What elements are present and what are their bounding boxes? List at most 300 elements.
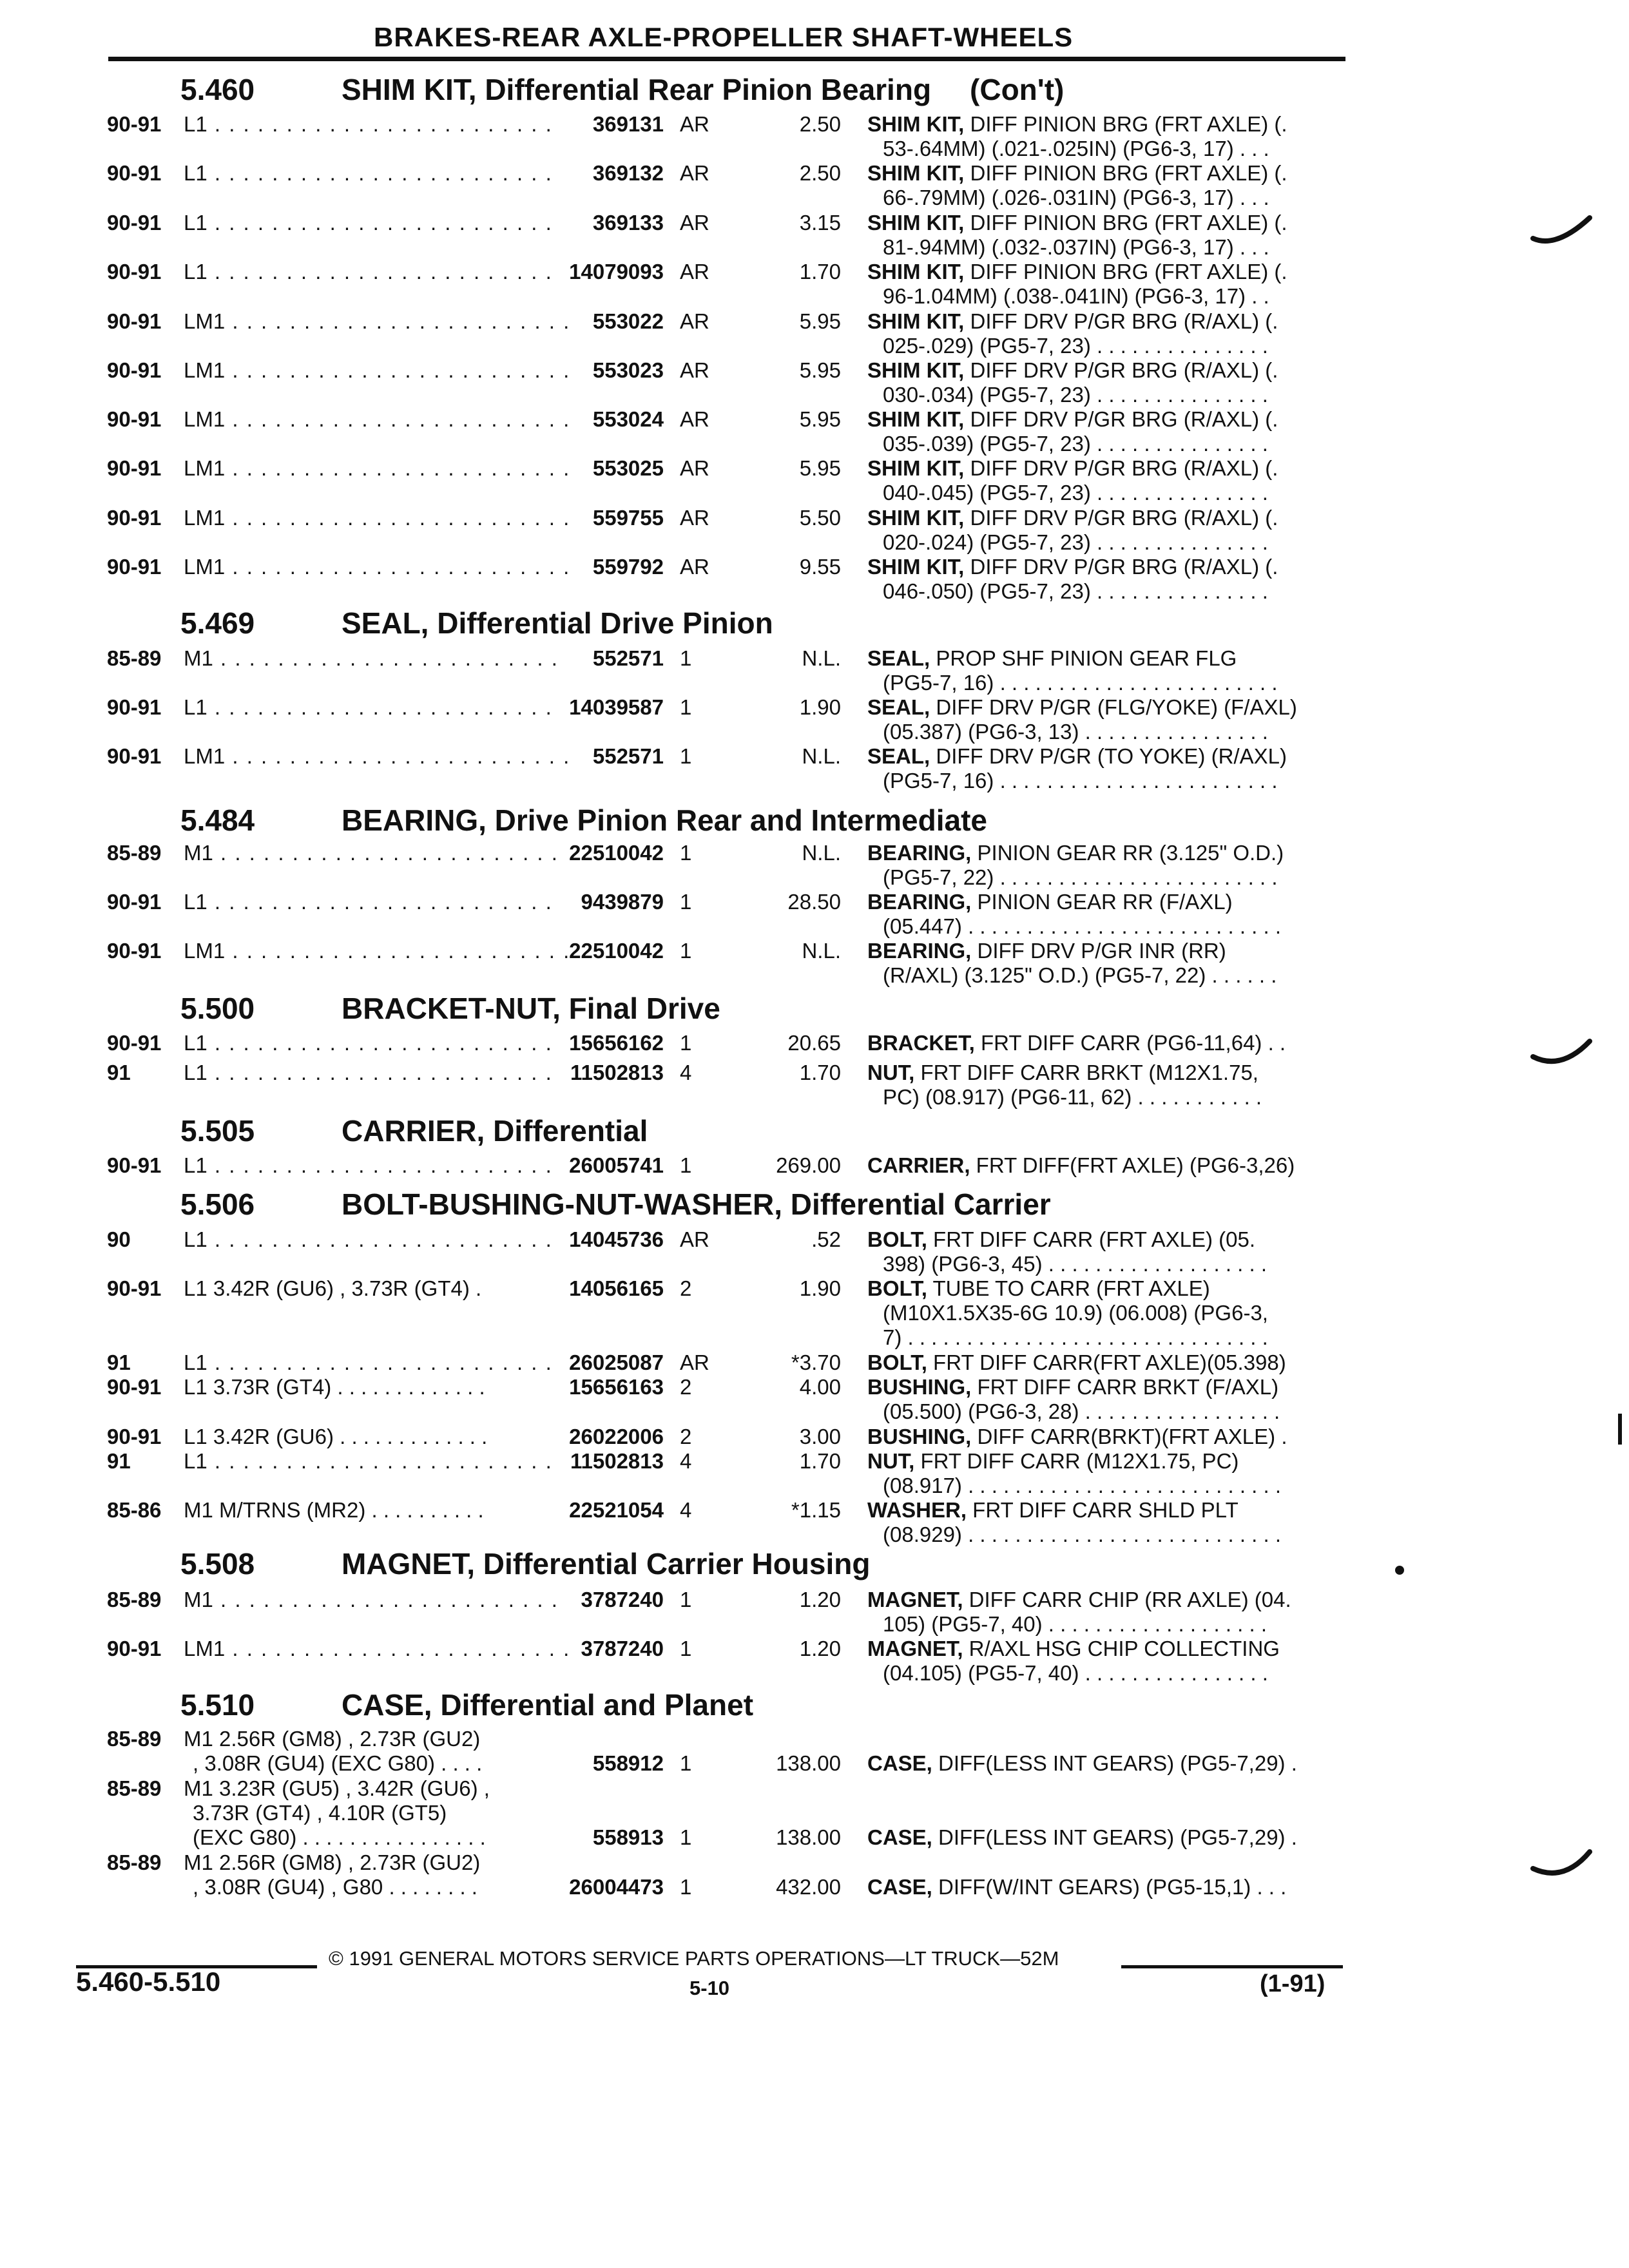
description-line: PC) (08.917) (PG6-11, 62) . . . . . . . . . . . [883, 1085, 1262, 1109]
part-number: 14079093 [569, 260, 664, 284]
model-year: 85-89 [107, 646, 162, 670]
description-line: PINION GEAR RR (3.125" O.D.) [971, 841, 1284, 865]
part-number: 26005741 [569, 1153, 664, 1177]
leader-dots: . . . . . . . . . . . . . . . . . . . . . . . . [207, 1449, 553, 1473]
model-code-line: , 3.08R (GU4) (EXC G80) . . . . [193, 1751, 483, 1775]
price: *1.15 [791, 1498, 841, 1522]
price: 1.20 [799, 1637, 841, 1660]
section-number: 5.505 [180, 1114, 255, 1148]
leader-dots: . . . . . . . . . . . . . . . . . . . . . . . . [213, 1588, 559, 1611]
description-line: DIFF DRV P/GR INR (RR) [971, 939, 1226, 963]
part-description [867, 1227, 1267, 1276]
section-number: 5.500 [180, 992, 255, 1025]
description-line: TUBE TO CARR (FRT AXLE) [927, 1276, 1210, 1300]
part-description [867, 506, 1278, 555]
model-year: 90-91 [107, 939, 162, 963]
header-rule [108, 57, 1345, 61]
scan-mark-1 [1530, 206, 1595, 251]
model-code-text: L1 3.42R (GU6) , 3.73R (GT4) . [184, 1276, 482, 1300]
description-line: FRT DIFF CARR (FRT AXLE) (05. [927, 1227, 1256, 1251]
model-year: 90-91 [107, 1153, 162, 1177]
description-keyword: SHIM KIT, [867, 309, 965, 333]
description-line: (M10X1.5X35-6G 10.9) (06.008) (PG6-3, [883, 1301, 1268, 1325]
description-line: DIFF CARR CHIP (RR AXLE) (04. [963, 1588, 1291, 1611]
leader-dots: . . . . . . . . . . . . . . . . . . . . . . . . [207, 161, 553, 185]
model-code [184, 1498, 484, 1523]
leader-dots: . . . . . . . . . . . . . . . . . . . . . . . . [207, 112, 553, 136]
leader-dots: . . . . . . . . . . . . . . . . . . . . . . . . [225, 309, 571, 333]
quantity: AR [680, 407, 709, 431]
price: 3.00 [799, 1425, 841, 1448]
price: N.L. [802, 939, 841, 963]
model-code-text: LM1 [184, 456, 226, 480]
quantity: 2 [680, 1276, 692, 1300]
model-code-text: L1 3.73R (GT4) . . . . . . . . . . . . . [184, 1375, 485, 1399]
price: N.L. [802, 841, 841, 865]
model-year: 90-91 [107, 1031, 162, 1055]
description-keyword: SEAL, [867, 695, 930, 719]
leader-dots: . . . . . . . . . . . . . . . . . . . . . . . . [225, 506, 571, 530]
quantity: AR [680, 1227, 709, 1251]
section-number: 5.506 [180, 1187, 255, 1221]
description-keyword: SHIM KIT, [867, 506, 965, 530]
model-year: 90-91 [107, 456, 162, 480]
price: 2.50 [799, 161, 841, 185]
price: 20.65 [787, 1031, 841, 1055]
model-year: 90-91 [107, 1637, 162, 1660]
model-code-line: M1 2.56R (GM8) , 2.73R (GU2) [184, 1850, 481, 1874]
section-header [180, 606, 773, 640]
price: 138.00 [776, 1751, 841, 1775]
price: 5.95 [799, 456, 841, 480]
quantity: 4 [680, 1061, 692, 1084]
price: 269.00 [776, 1153, 841, 1177]
leader-dots: . . . . . . . . . . . . . . . . . . . . . . . . [225, 407, 571, 431]
description-line: PINION GEAR RR (F/AXL) [971, 890, 1233, 914]
description-line: DIFF DRV P/GR BRG (R/AXL) (. [964, 407, 1278, 431]
model-code-line: 3.73R (GT4) , 4.10R (GT5) [193, 1801, 447, 1825]
model-code-text: M1 [184, 841, 213, 865]
part-description [867, 112, 1287, 161]
price: 4.00 [799, 1375, 841, 1399]
part-number: 11502813 [570, 1449, 664, 1473]
leader-dots: . . . . . . . . . . . . . . . . . . . . . . . . [225, 358, 571, 382]
description-line: 020-.024) (PG5-7, 23) . . . . . . . . . . . . . . . [883, 530, 1268, 554]
quantity: 1 [680, 1031, 692, 1055]
model-code-text: LM1 [184, 1637, 226, 1660]
quantity: 4 [680, 1498, 692, 1522]
quantity: AR [680, 555, 709, 579]
description-keyword: CASE, [867, 1751, 932, 1775]
description-keyword: SHIM KIT, [867, 555, 965, 579]
leader-dots: . . . . . . . . . . . . . . . . . . . . . . . . [225, 456, 571, 480]
part-description [867, 646, 1277, 695]
model-code-text: L1 [184, 1153, 207, 1177]
part-description [867, 1751, 1297, 1776]
section-number: 5.508 [180, 1547, 255, 1581]
part-description [867, 456, 1278, 505]
description-keyword: MAGNET, [867, 1637, 963, 1660]
part-number: 3787240 [581, 1588, 664, 1611]
part-description [867, 1449, 1281, 1498]
model-code-line: (EXC G80) . . . . . . . . . . . . . . . . [193, 1825, 486, 1849]
description-keyword: WASHER, [867, 1498, 967, 1522]
part-number: 15656163 [569, 1375, 664, 1399]
part-description [867, 1153, 1295, 1178]
section-title: SEAL, Differential Drive Pinion [342, 606, 773, 640]
price: *3.70 [791, 1350, 841, 1374]
description-line: DIFF PINION BRG (FRT AXLE) (. [964, 211, 1287, 235]
description-keyword: NUT, [867, 1449, 915, 1473]
model-year: 85-86 [107, 1498, 162, 1522]
description-line: 96-1.04MM) (.038-.041IN) (PG6-3, 17) . . [883, 284, 1269, 308]
leader-dots: . . . . . . . . . . . . . . . . . . . . . . . . [207, 260, 553, 284]
price: 1.90 [799, 1276, 841, 1300]
model-code-text: L1 [184, 112, 207, 136]
description-line: 040-.045) (PG5-7, 23) . . . . . . . . . . . . . . . [883, 481, 1268, 505]
section-continued: (Con't) [970, 73, 1065, 106]
model-year: 90-91 [107, 358, 162, 382]
description-line: DIFF(LESS INT GEARS) (PG5-7,29) . [932, 1825, 1297, 1849]
price: 28.50 [787, 890, 841, 914]
part-description [867, 1061, 1262, 1110]
quantity: 1 [680, 1637, 692, 1660]
description-line: FRT DIFF CARR (M12X1.75, PC) [914, 1449, 1239, 1473]
part-description [867, 1350, 1286, 1375]
quantity: 1 [680, 841, 692, 865]
part-description [867, 260, 1287, 309]
model-year: 90 [107, 1227, 131, 1251]
part-number: 553022 [592, 309, 664, 333]
model-year: 90-91 [107, 1276, 162, 1300]
description-keyword: NUT, [867, 1061, 915, 1084]
model-year: 90-91 [107, 112, 162, 136]
model-code-text: L1 [184, 1061, 207, 1084]
part-number: 14056165 [569, 1276, 664, 1300]
model-year: 90-91 [107, 161, 162, 185]
section-title: BEARING, Drive Pinion Rear and Intermediate [342, 803, 988, 837]
part-number: 11502813 [570, 1061, 664, 1084]
price: 5.95 [799, 358, 841, 382]
part-description [867, 890, 1281, 939]
model-year: 90-91 [107, 309, 162, 333]
part-description [867, 1825, 1297, 1850]
model-year: 90-91 [107, 260, 162, 284]
price: 1.90 [799, 695, 841, 719]
footer-date: (1-91) [1260, 1970, 1325, 1997]
description-keyword: SEAL, [867, 646, 930, 670]
model-code-text: LM1 [184, 939, 226, 963]
part-description [867, 1031, 1286, 1055]
description-line: DIFF DRV P/GR BRG (R/AXL) (. [964, 456, 1278, 480]
description-keyword: SHIM KIT, [867, 456, 965, 480]
model-code [184, 1425, 487, 1449]
model-code-line: M1 3.23R (GU5) , 3.42R (GU6) , [184, 1776, 490, 1800]
price: 3.15 [799, 211, 841, 235]
section-header [180, 1113, 648, 1148]
model-year: 85-89 [107, 841, 162, 865]
part-number: 3787240 [581, 1637, 664, 1660]
model-year: 85-89 [107, 1727, 162, 1751]
part-description [867, 555, 1278, 604]
description-keyword: MAGNET, [867, 1588, 963, 1611]
description-line: (05.500) (PG6-3, 28) . . . . . . . . . . . . . . . . . [883, 1399, 1280, 1423]
footer-rule-right [1121, 1965, 1343, 1968]
price: 138.00 [776, 1825, 841, 1849]
section-header [180, 1187, 1051, 1222]
section-number: 5.484 [180, 803, 255, 837]
leader-dots: . . . . . . . . . . . . . . . . . . . . . . . . [207, 1031, 553, 1055]
description-line: DIFF PINION BRG (FRT AXLE) (. [964, 161, 1287, 185]
model-code-text: M1 M/TRNS (MR2) . . . . . . . . . . [184, 1498, 484, 1522]
description-line: DIFF DRV P/GR BRG (R/AXL) (. [964, 506, 1278, 530]
leader-dots: . . . . . . . . . . . . . . . . . . . . . . . . [207, 1153, 553, 1177]
description-keyword: BEARING, [867, 890, 972, 914]
section-header [180, 72, 1064, 107]
description-keyword: SEAL, [867, 744, 930, 768]
description-line: 046-.050) (PG5-7, 23) . . . . . . . . . . . . . . . [883, 579, 1268, 603]
model-code-line: M1 2.56R (GM8) , 2.73R (GU2) [184, 1727, 481, 1751]
model-year: 90-91 [107, 1425, 162, 1448]
part-description [867, 211, 1287, 260]
leader-dots: . . . . . . . . . . . . . . . . . . . . . . . . [225, 939, 571, 963]
part-description [867, 1425, 1287, 1449]
part-description [867, 1276, 1268, 1350]
description-line: 7) . . . . . . . . . . . . . . . . . . . . . . . . . . . . . . . [883, 1325, 1268, 1349]
price: N.L. [802, 744, 841, 768]
price: 432.00 [776, 1875, 841, 1899]
price: N.L. [802, 646, 841, 670]
description-line: DIFF PINION BRG (FRT AXLE) (. [964, 112, 1287, 136]
description-line: DIFF(W/INT GEARS) (PG5-15,1) . . . [932, 1875, 1287, 1899]
model-code-text: M1 [184, 646, 213, 670]
description-line: DIFF DRV P/GR BRG (R/AXL) (. [964, 358, 1278, 382]
model-code-text: LM1 [184, 309, 226, 333]
quantity: AR [680, 506, 709, 530]
description-line: (05.387) (PG6-3, 13) . . . . . . . . . . . . . . . . [883, 720, 1268, 744]
scan-mark-2 [1530, 1031, 1595, 1076]
description-line: 105) (PG5-7, 40) . . . . . . . . . . . . . . . . . . . [883, 1612, 1268, 1636]
model-code [184, 1276, 481, 1301]
description-line: DIFF PINION BRG (FRT AXLE) (. [964, 260, 1287, 284]
model-year: 85-89 [107, 1850, 162, 1874]
part-number: 553024 [592, 407, 664, 431]
description-keyword: CASE, [867, 1825, 932, 1849]
leader-dots: . . . . . . . . . . . . . . . . . . . . . . . . [213, 646, 559, 670]
section-header [180, 1687, 753, 1722]
footer-page-number: 5-10 [689, 1977, 730, 1999]
description-line: FRT DIFF(FRT AXLE) (PG6-3,26) [970, 1153, 1295, 1177]
description-line: 035-.039) (PG5-7, 23) . . . . . . . . . . . . . . . [883, 432, 1268, 456]
leader-dots: . . . . . . . . . . . . . . . . . . . . . . . . [207, 1061, 553, 1084]
part-number: 15656162 [569, 1031, 664, 1055]
model-year: 91 [107, 1350, 131, 1374]
part-description [867, 1588, 1291, 1637]
description-line: 53-.64MM) (.021-.025IN) (PG6-3, 17) . . . [883, 137, 1269, 160]
quantity: 4 [680, 1449, 692, 1473]
description-line: 398) (PG6-3, 45) . . . . . . . . . . . . . . . . . . . [883, 1252, 1268, 1276]
model-code-text: L1 [184, 211, 207, 235]
model-code-text: L1 [184, 890, 207, 914]
part-number: 14045736 [569, 1227, 664, 1251]
quantity: 1 [680, 1751, 692, 1775]
quantity: 1 [680, 1153, 692, 1177]
part-description [867, 939, 1277, 988]
price: 5.95 [799, 407, 841, 431]
model-code-text: LM1 [184, 358, 226, 382]
leader-dots: . . . . . . . . . . . . . . . . . . . . . . . . [207, 890, 553, 914]
part-description [867, 744, 1287, 793]
description-keyword: SHIM KIT, [867, 211, 965, 235]
section-title: CARRIER, Differential [342, 1114, 648, 1148]
quantity: 1 [680, 695, 692, 719]
description-keyword: BUSHING, [867, 1375, 972, 1399]
section-title: BOLT-BUSHING-NUT-WASHER, Differential Carrier [342, 1187, 1051, 1221]
leader-dots: . . . . . . . . . . . . . . . . . . . . . . . . [225, 1637, 571, 1660]
part-number: 553025 [592, 456, 664, 480]
model-code [184, 1727, 482, 1776]
scan-mark-3 [1530, 1843, 1595, 1888]
leader-dots: . . . . . . . . . . . . . . . . . . . . . . . . [207, 211, 553, 235]
quantity: AR [680, 161, 709, 185]
section-number: 5.469 [180, 606, 255, 640]
description-line: (PG5-7, 16) . . . . . . . . . . . . . . . . . . . . . . . . [883, 671, 1278, 695]
part-number: 558912 [592, 1751, 664, 1775]
price: 1.20 [799, 1588, 841, 1611]
model-code-text: L1 [184, 1227, 207, 1251]
quantity: AR [680, 1350, 709, 1374]
model-year: 85-89 [107, 1588, 162, 1611]
price: 5.50 [799, 506, 841, 530]
page-header-title: BRAKES-REAR AXLE-PROPELLER SHAFT-WHEELS [374, 22, 1074, 52]
description-line: (R/AXL) (3.125" O.D.) (PG5-7, 22) . . . . . . [883, 963, 1277, 987]
description-keyword: CARRIER, [867, 1153, 970, 1177]
model-code-text: L1 [184, 1031, 207, 1055]
description-line: (08.929) . . . . . . . . . . . . . . . . . . . . . . . . . . . [883, 1523, 1282, 1546]
description-keyword: SHIM KIT, [867, 161, 965, 185]
part-description [867, 407, 1278, 456]
model-year: 85-89 [107, 1776, 162, 1800]
model-code-text: M1 [184, 1588, 213, 1611]
description-line: DIFF DRV P/GR BRG (R/AXL) (. [964, 309, 1278, 333]
description-keyword: CASE, [867, 1875, 932, 1899]
description-line: FRT DIFF CARR SHLD PLT [967, 1498, 1239, 1522]
quantity: AR [680, 211, 709, 235]
leader-dots: . . . . . . . . . . . . . . . . . . . . . . . . [207, 1350, 553, 1374]
model-code [184, 1776, 490, 1850]
part-number: 369131 [592, 112, 664, 136]
scan-edge-mark [1616, 1411, 1626, 1450]
section-header [180, 1546, 870, 1581]
quantity: 1 [680, 1875, 692, 1899]
description-line: 81-.94MM) (.032-.037IN) (PG6-3, 17) . . . [883, 235, 1269, 259]
model-year: 90-91 [107, 1375, 162, 1399]
part-number: 26004473 [569, 1875, 664, 1899]
part-number: 22510042 [569, 841, 664, 865]
part-number: 22510042 [569, 939, 664, 963]
model-year: 90-91 [107, 555, 162, 579]
section-title: SHIM KIT, Differential Rear Pinion Bearing [342, 73, 932, 106]
leader-dots: . . . . . . . . . . . . . . . . . . . . . . . . [225, 555, 571, 579]
part-number: 558913 [592, 1825, 664, 1849]
model-code-text: LM1 [184, 744, 226, 768]
part-number: 559755 [592, 506, 664, 530]
description-line: 025-.029) (PG5-7, 23) . . . . . . . . . . . . . . . [883, 334, 1268, 358]
quantity: AR [680, 309, 709, 333]
model-year: 90-91 [107, 695, 162, 719]
price: 1.70 [799, 1061, 841, 1084]
model-code [184, 1850, 480, 1899]
description-line: DIFF DRV P/GR (FLG/YOKE) (F/AXL) [930, 695, 1297, 719]
description-keyword: BEARING, [867, 841, 972, 865]
description-line: DIFF CARR(BRKT)(FRT AXLE) . [971, 1425, 1287, 1448]
part-number: 26022006 [569, 1425, 664, 1448]
quantity: AR [680, 456, 709, 480]
description-line: (PG5-7, 22) . . . . . . . . . . . . . . . . . . . . . . . . [883, 865, 1278, 889]
part-number: 552571 [592, 744, 664, 768]
model-code-text: L1 3.42R (GU6) . . . . . . . . . . . . . [184, 1425, 488, 1448]
model-code-text: LM1 [184, 555, 226, 579]
description-keyword: SHIM KIT, [867, 112, 965, 136]
model-code-text: LM1 [184, 407, 226, 431]
model-code [184, 1375, 485, 1399]
part-number: 369133 [592, 211, 664, 235]
description-line: (04.105) (PG5-7, 40) . . . . . . . . . . . . . . . . [883, 1661, 1268, 1685]
part-number: 553023 [592, 358, 664, 382]
model-code-text: L1 [184, 1449, 207, 1473]
model-year: 90-91 [107, 506, 162, 530]
description-line: R/AXL HSG CHIP COLLECTING [963, 1637, 1280, 1660]
part-description [867, 309, 1278, 358]
quantity: AR [680, 260, 709, 284]
quantity: 2 [680, 1375, 692, 1399]
price: 9.55 [799, 555, 841, 579]
description-line: PROP SHF PINION GEAR FLG [930, 646, 1237, 670]
description-keyword: SHIM KIT, [867, 407, 965, 431]
quantity: AR [680, 358, 709, 382]
description-line: (05.447) . . . . . . . . . . . . . . . . . . . . . . . . . . . [883, 914, 1282, 938]
price: 1.70 [799, 1449, 841, 1473]
section-header [180, 991, 720, 1026]
leader-dots: . . . . . . . . . . . . . . . . . . . . . . . . [207, 695, 553, 719]
part-description [867, 1637, 1280, 1686]
footer-section-range: 5.460-5.510 [76, 1966, 221, 1997]
section-title: MAGNET, Differential Carrier Housing [342, 1547, 871, 1581]
model-code-text: L1 [184, 695, 207, 719]
model-year: 90-91 [107, 744, 162, 768]
description-keyword: BRACKET, [867, 1031, 975, 1055]
description-keyword: BOLT, [867, 1276, 927, 1300]
part-description [867, 1498, 1281, 1547]
part-description [867, 841, 1284, 890]
description-line: DIFF DRV P/GR (TO YOKE) (R/AXL) [930, 744, 1287, 768]
part-number: 14039587 [569, 695, 664, 719]
price: 2.50 [799, 112, 841, 136]
description-keyword: SHIM KIT, [867, 358, 965, 382]
description-keyword: BEARING, [867, 939, 972, 963]
description-keyword: BOLT, [867, 1350, 927, 1374]
part-description [867, 358, 1278, 407]
section-title: CASE, Differential and Planet [342, 1688, 754, 1722]
quantity: 2 [680, 1425, 692, 1448]
description-line: FRT DIFF CARR BRKT (F/AXL) [971, 1375, 1279, 1399]
quantity: AR [680, 112, 709, 136]
model-code-text: L1 [184, 1350, 207, 1374]
description-line: (08.917) . . . . . . . . . . . . . . . . . . . . . . . . . . . [883, 1474, 1282, 1497]
model-year: 90-91 [107, 890, 162, 914]
quantity: 1 [680, 1588, 692, 1611]
part-description [867, 1375, 1280, 1424]
